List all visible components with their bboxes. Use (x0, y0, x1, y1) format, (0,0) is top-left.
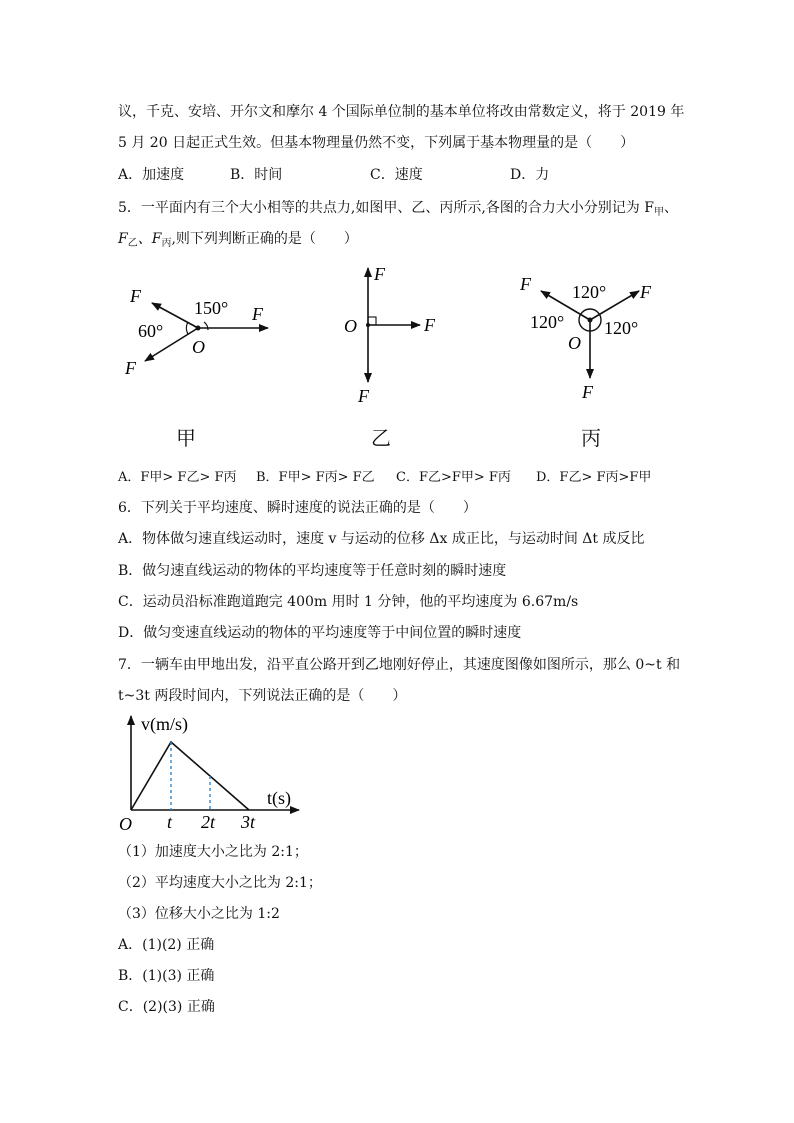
q5-option-b[interactable]: B．F甲> F丙> F乙 (256, 470, 375, 485)
q5-option-d[interactable]: D．F乙> F丙>F甲 (536, 470, 652, 485)
q4-option-d[interactable]: D．力 (510, 167, 550, 183)
force-label: F (582, 382, 593, 402)
q5-line-2 (118, 230, 358, 250)
q5-line-1-end: 、 (663, 200, 678, 216)
origin-label: O (568, 333, 581, 353)
q5-line-1 (118, 199, 678, 219)
q5-line-1-text: 5．一平面内有三个大小相等的共点力,如图甲、乙、丙所示,各图的合力大小分别记为 F (118, 200, 654, 216)
force-label: F (125, 358, 136, 378)
q5-line-2-text: ,则下列判断正确的是（ ） (171, 231, 358, 247)
q7-statement-2: （2）平均速度大小之比为 2:1； (118, 875, 322, 891)
q7-statement-3: （3）位移大小之比为 1:2 (118, 906, 280, 922)
angle-arc (186, 322, 188, 334)
force-label: F (374, 264, 385, 284)
angle-label: 150° (194, 298, 229, 318)
force-label: F (640, 282, 651, 302)
q6-stem: 6．下列关于平均速度、瞬时速度的说法正确的是（ ） (118, 500, 477, 516)
force-diagram-yi (338, 262, 448, 412)
q6-option-a[interactable]: A．物体做匀速直线运动时，速度 v 与运动的位移 Δx 成正比，与运动时间 Δt 成反比 (118, 531, 645, 547)
origin-point (588, 318, 593, 323)
tick-label-2t: 2t (201, 812, 216, 832)
force-label: F (130, 286, 141, 306)
angle-label: 120° (604, 318, 639, 338)
q5-subscript: 丙 (161, 238, 172, 249)
q4-option-a[interactable]: A．加速度 (118, 167, 185, 183)
q4-line-1: 议，千克、安培、开尔文和摩尔 4 个国际单位制的基本单位将改由常数定义，将于 2019 年 (118, 104, 685, 120)
force-label: F (358, 386, 369, 406)
origin-label: O (344, 316, 357, 336)
q7-option-a[interactable]: A．(1)(2) 正确 (118, 937, 215, 953)
q5-subscript: 乙 (127, 238, 138, 249)
velocity-line (131, 742, 249, 810)
caption-yi: 乙 (371, 426, 391, 450)
force-label: F (252, 304, 263, 324)
q4-options (118, 166, 549, 184)
origin-label: O (119, 814, 132, 834)
force-diagram-bing (512, 266, 672, 412)
velocity-time-graph (115, 712, 305, 834)
q5-subscript: 甲 (653, 207, 664, 218)
angle-label: 120° (530, 312, 565, 332)
q5-option-a[interactable]: A．F甲> F乙> F丙 (118, 470, 237, 485)
q5-options (118, 469, 651, 487)
q5-f-symbol: F (118, 231, 128, 247)
t-axis-label: t(s) (267, 788, 291, 808)
caption-jia: 甲 (176, 426, 196, 450)
q7-line-2: t~3t 两段时间内，下列说法正确的是（ ） (118, 688, 407, 704)
tick-label-t: t (167, 812, 173, 832)
q6-option-b[interactable]: B．做匀速直线运动的物体的平均速度等于任意时刻的瞬时速度 (118, 563, 507, 579)
q7-option-b[interactable]: B．(1)(3) 正确 (118, 968, 215, 984)
q4-line-2: 5 月 20 日起正式生效。但基本物理量仍然不变，下列属于基本物理量的是（ ） (118, 135, 635, 151)
force-label: F (424, 315, 435, 335)
q5-f-symbol: 、F (137, 231, 162, 247)
caption-bing: 丙 (581, 426, 601, 450)
q4-option-b[interactable]: B．时间 (230, 167, 283, 183)
q5-option-c[interactable]: C．F乙>F甲> F丙 (396, 470, 511, 485)
q7-option-c[interactable]: C．(2)(3) 正确 (118, 999, 215, 1015)
v-axis-label: v(m/s) (141, 714, 188, 734)
q6-option-c[interactable]: C．运动员沿标准跑道跑完 400m 用时 1 分钟，他的平均速度为 6.67m/s (118, 594, 579, 610)
q7-statement-1: （1）加速度大小之比为 2:1； (118, 844, 308, 860)
q4-option-c[interactable]: C．速度 (370, 167, 423, 183)
origin-label: O (192, 337, 205, 357)
force-label: F (520, 274, 531, 294)
q7-line-1: 7．一辆车由甲地出发，沿平直公路开到乙地刚好停止，其速度图像如图所示，那么 0~t 和 (118, 657, 681, 673)
q6-option-d[interactable]: D．做匀变速直线运动的物体的平均速度等于中间位置的瞬时速度 (118, 625, 522, 641)
angle-label: 60° (138, 321, 164, 341)
origin-point (366, 323, 370, 327)
origin-point (196, 326, 201, 331)
tick-label-3t: 3t (241, 812, 256, 832)
angle-label: 120° (572, 282, 607, 302)
force-diagram-jia (120, 278, 290, 388)
